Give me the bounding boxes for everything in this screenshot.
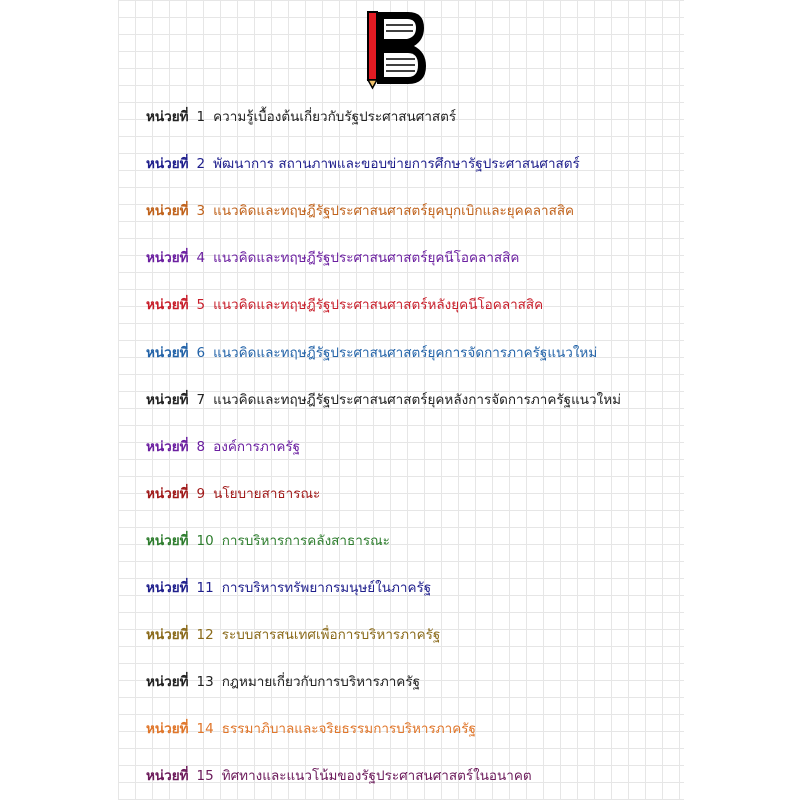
unit-title: ความรู้เบื้องต้นเกี่ยวกับรัฐประศาสนศาสตร์ (213, 109, 457, 125)
unit-prefix: หน่วยที่ (146, 438, 189, 455)
unit-prefix: หน่วยที่ (146, 768, 189, 785)
unit-prefix: หน่วยที่ (146, 674, 189, 691)
unit-title: แนวคิดและทฤษฎีรัฐประศาสนศาสตร์ยุคหลังการจัดการภาครัฐแนวใหม่ (213, 391, 621, 408)
unit-title: กฎหมายเกี่ยวกับการบริหารภาครัฐ (221, 674, 421, 691)
unit-item (146, 296, 543, 314)
unit-prefix: หน่วยที่ (146, 721, 189, 738)
unit-title: ทิศทางและแนวโน้มของรัฐประศาสนศาสตร์ในอนาคต (221, 768, 532, 785)
unit-prefix: หน่วยที่ (146, 344, 189, 361)
unit-number: 9 (196, 485, 206, 502)
unit-number: 11 (196, 580, 214, 596)
unit-prefix: หน่วยที่ (146, 485, 189, 502)
unit-number: 15 (196, 768, 214, 785)
unit-number: 5 (196, 297, 206, 314)
unit-item (146, 532, 390, 550)
unit-title: นโยบายสาธารณะ (213, 485, 321, 502)
unit-item (146, 108, 456, 126)
unit-item (146, 673, 420, 691)
unit-item (146, 579, 431, 597)
unit-title: ธรรมาภิบาลและจริยธรรมการบริหารภาครัฐ (221, 721, 476, 738)
unit-item (146, 626, 440, 644)
unit-item (146, 438, 300, 456)
unit-number: 4 (196, 250, 206, 267)
unit-title: องค์การภาครัฐ (213, 438, 301, 455)
unit-title: แนวคิดและทฤษฎีรัฐประศาสนศาสตร์ยุคนีโอคลาสสิค (213, 250, 520, 267)
unit-title: แนวคิดและทฤษฎีรัฐประศาสนศาสตร์หลังยุคนีโอคลาสสิค (213, 297, 544, 314)
unit-item (146, 202, 574, 220)
unit-title: การบริหารทรัพยากรมนุษย์ในภาครัฐ (221, 580, 432, 596)
unit-item (146, 767, 532, 785)
unit-number: 13 (196, 674, 214, 691)
unit-title: พัฒนาการ สถานภาพและขอบข่ายการศึกษารัฐประศาสนศาสตร์ (213, 156, 580, 173)
unit-number: 10 (196, 532, 214, 549)
unit-number: 1 (196, 109, 206, 125)
unit-prefix: หน่วยที่ (146, 297, 189, 314)
unit-number: 6 (196, 344, 206, 361)
unit-prefix: หน่วยที่ (146, 203, 189, 220)
unit-prefix: หน่วยที่ (146, 532, 189, 549)
unit-item (146, 391, 621, 409)
unit-prefix: หน่วยที่ (146, 109, 189, 125)
unit-item (146, 249, 519, 267)
unit-number: 3 (196, 203, 206, 220)
book-letter-b-logo (364, 8, 428, 90)
unit-item (146, 485, 320, 503)
unit-item (146, 344, 597, 362)
unit-item (146, 720, 476, 738)
unit-title: แนวคิดและทฤษฎีรัฐประศาสนศาสตร์ยุคบุกเบิกและยุคคลาสสิค (213, 203, 575, 220)
unit-prefix: หน่วยที่ (146, 391, 189, 408)
unit-title: แนวคิดและทฤษฎีรัฐประศาสนศาสตร์ยุคการจัดการภาครัฐแนวใหม่ (213, 344, 598, 361)
unit-number: 14 (196, 721, 214, 738)
unit-prefix: หน่วยที่ (146, 627, 189, 644)
unit-item (146, 155, 580, 173)
unit-title: ระบบสารสนเทศเพื่อการบริหารภาครัฐ (221, 627, 441, 644)
unit-prefix: หน่วยที่ (146, 250, 189, 267)
unit-number: 8 (196, 438, 206, 455)
unit-prefix: หน่วยที่ (146, 156, 189, 173)
unit-number: 2 (196, 156, 206, 173)
unit-prefix: หน่วยที่ (146, 580, 189, 596)
unit-title: การบริหารการคลังสาธารณะ (221, 532, 390, 549)
unit-number: 7 (196, 391, 206, 408)
unit-number: 12 (196, 627, 214, 644)
